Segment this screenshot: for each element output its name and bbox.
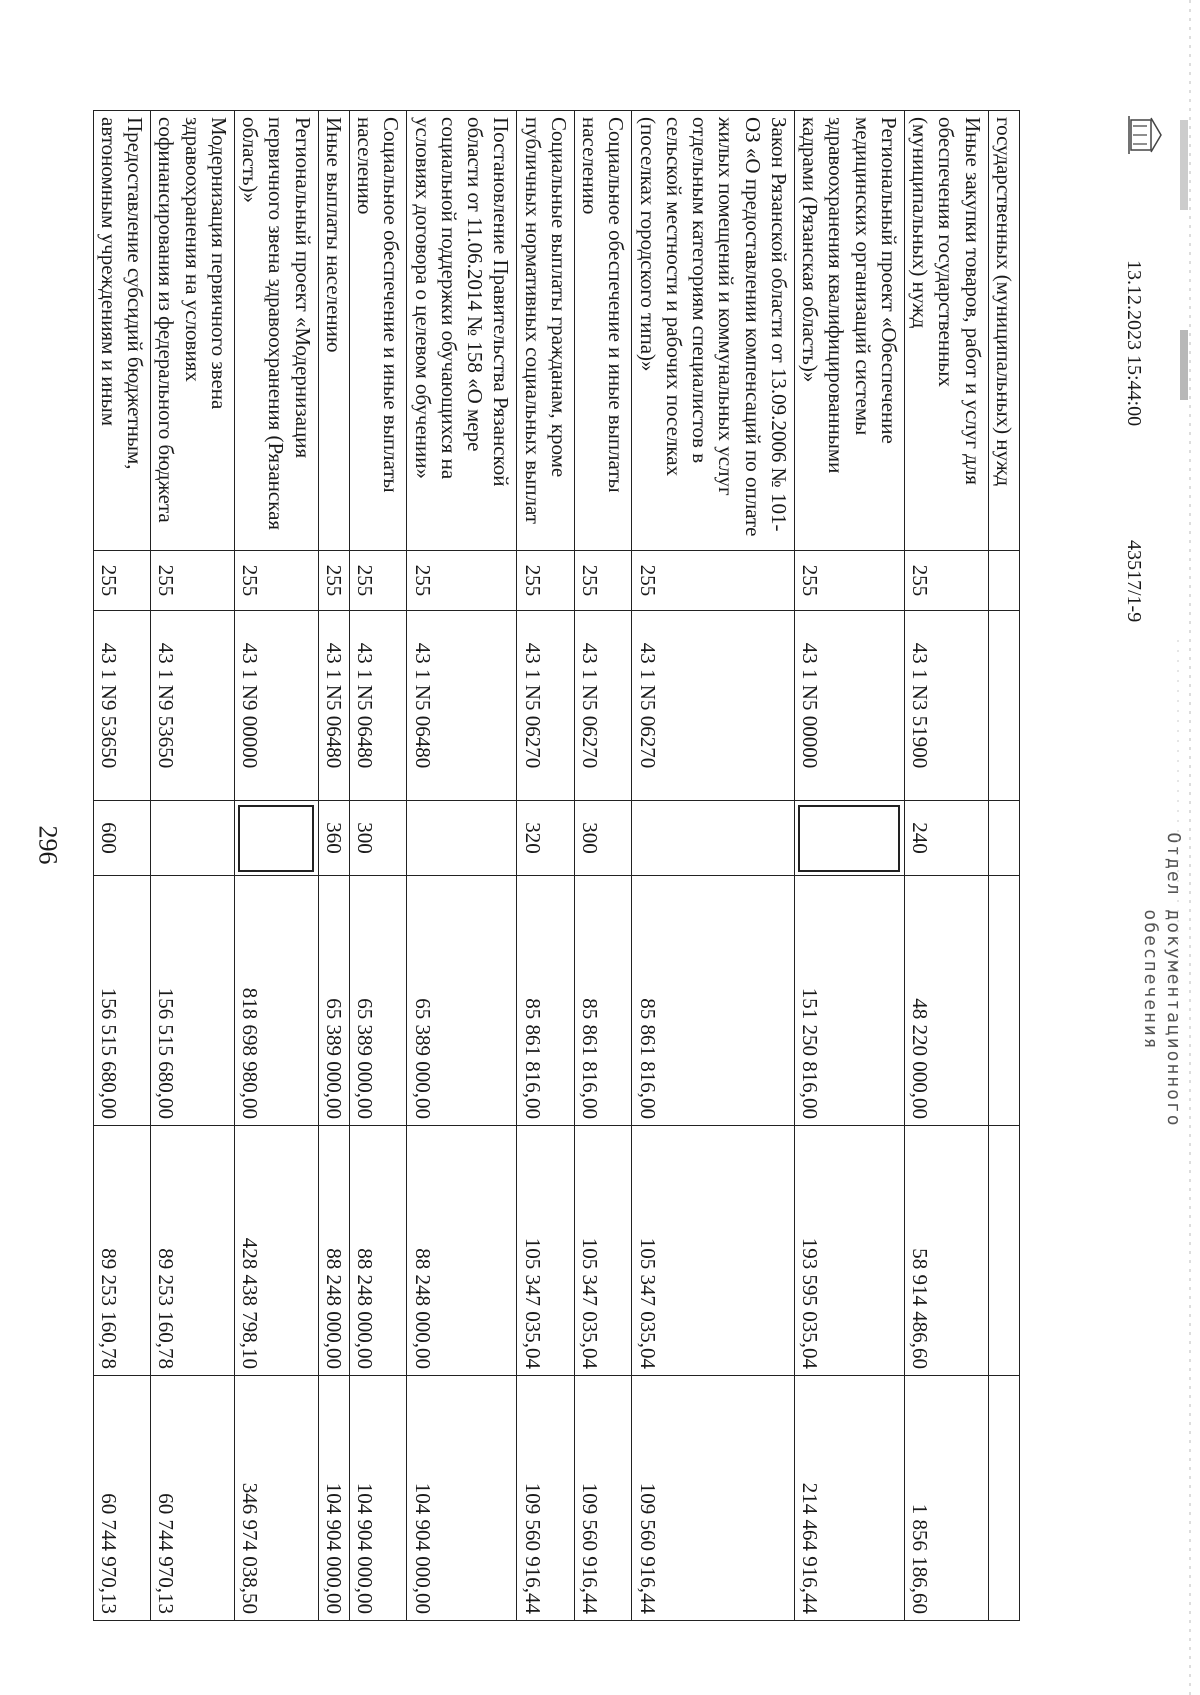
row-value-1: 156 515 680,00: [151, 876, 235, 1126]
row-value-2: 105 347 035,04: [632, 1126, 795, 1376]
row-value-2: [988, 1126, 1019, 1376]
stamp-line-2: обеспечения: [1139, 909, 1161, 1051]
row-name: Модернизация первичного звена здравоохранения на условиях софинансирования из федерального бюджета: [151, 111, 235, 551]
footer-doc-number: 43517/1-9: [1123, 540, 1145, 623]
row-kvr: [632, 801, 795, 876]
row-name: Иные закупки товаров, работ и услуг для обеспечения государственных (муниципальных) нужд: [905, 111, 989, 551]
row-value-1: 65 389 000,00: [318, 876, 349, 1126]
row-value-1: 65 389 000,00: [350, 876, 408, 1126]
row-gr: 255: [575, 551, 633, 611]
row-gr: 255: [905, 551, 989, 611]
row-value-2: 89 253 160,78: [93, 1126, 151, 1376]
row-value-3: 109 560 916,44: [632, 1376, 795, 1621]
row-name: Предоставление субсидий бюджетным, автономным учреждениям и иным: [93, 111, 151, 551]
row-value-3: 60 744 970,13: [93, 1376, 151, 1621]
emblem-icon: [1125, 110, 1165, 160]
row-value-3: 104 904 000,00: [407, 1376, 517, 1621]
row-code: 43 1 N5 06270: [575, 611, 633, 801]
row-value-3: 60 744 970,13: [151, 1376, 235, 1621]
stamp-line-1: Отдел документационного: [1163, 832, 1184, 1128]
row-gr: 255: [151, 551, 235, 611]
row-value-3: 104 904 000,00: [318, 1376, 349, 1621]
row-code: 43 1 N5 06480: [350, 611, 408, 801]
row-gr: [988, 551, 1019, 611]
row-value-3: 109 560 916,44: [517, 1376, 575, 1621]
table-row: [407, 111, 517, 1621]
row-value-1: 151 250 816,00: [795, 876, 905, 1126]
row-value-2: 88 248 000,00: [318, 1126, 349, 1376]
row-name: Социальное обеспечение и иные выплаты населению: [575, 111, 633, 551]
row-name: Закон Рязанской области от 13.09.2006 № 101-ОЗ «О предоставлении компенсаций по оплате жилых помещений и коммунальных услуг отдельным категориям специалистов в сельской местности и рабочих поселках (поселках городского типа)»: [632, 111, 795, 551]
row-kvr: 600: [93, 801, 151, 876]
row-value-1: 65 389 000,00: [407, 876, 517, 1126]
row-kvr: [407, 801, 517, 876]
row-gr: 255: [517, 551, 575, 611]
row-value-1: 818 698 980,00: [235, 876, 319, 1126]
table-row: [632, 111, 795, 1621]
row-kvr: [988, 801, 1019, 876]
row-gr: 255: [350, 551, 408, 611]
row-code: 43 1 N5 06270: [517, 611, 575, 801]
table-body: [93, 111, 1019, 1621]
row-code: 43 1 N5 06480: [407, 611, 517, 801]
table-row: [988, 111, 1019, 1621]
row-gr: 255: [93, 551, 151, 611]
row-name: Региональный проект «Модернизация первичного звена здравоохранения (Рязанская область)»: [235, 111, 319, 551]
row-value-3: 104 904 000,00: [350, 1376, 408, 1621]
row-value-2: 88 248 000,00: [350, 1126, 408, 1376]
footer: [1055, 110, 1184, 1620]
row-code: 43 1 N5 06270: [632, 611, 795, 801]
row-code: 43 1 N3 51900: [905, 611, 989, 801]
row-kvr: 360: [318, 801, 349, 876]
row-kvr: 300: [350, 801, 408, 876]
row-kvr: 240: [905, 801, 989, 876]
row-code: [988, 611, 1019, 801]
row-name: Региональный проект «Обеспечение медицинских организаций системы здравоохранения квалифицированными кадрами (Рязанская область)»: [795, 111, 905, 551]
row-value-2: 89 253 160,78: [151, 1126, 235, 1376]
row-value-1: 85 861 816,00: [575, 876, 633, 1126]
table-row: [905, 111, 989, 1621]
row-value-2: 193 595 035,04: [795, 1126, 905, 1376]
row-value-3: 346 974 038,50: [235, 1376, 319, 1621]
row-value-3: [988, 1376, 1019, 1621]
table-row: [93, 111, 151, 1621]
row-name: Социальные выплаты гражданам, кроме публичных нормативных социальных выплат: [517, 111, 575, 551]
row-gr: 255: [632, 551, 795, 611]
table-container: [97, 110, 1020, 1620]
row-code: 43 1 N9 53650: [93, 611, 151, 801]
row-name: Постановление Правительства Рязанской области от 11.06.2014 № 158 «О мере социальной поддержки обучающихся на условиях договора о целевом обучении»: [407, 111, 517, 551]
table-row: [235, 111, 319, 1621]
row-code: 43 1 N5 00000: [795, 611, 905, 801]
table-row: [795, 111, 905, 1621]
row-value-3: 1 856 186,60: [905, 1376, 989, 1621]
row-value-2: 105 347 035,04: [575, 1126, 633, 1376]
scan-edge-mark: [1170, 0, 1200, 1695]
row-value-1: 156 515 680,00: [93, 876, 151, 1126]
row-value-2: 105 347 035,04: [517, 1126, 575, 1376]
row-value-1: 85 861 816,00: [517, 876, 575, 1126]
row-code: 43 1 N9 53650: [151, 611, 235, 801]
row-name: Иные выплаты населению: [318, 111, 349, 551]
row-kvr: [235, 801, 319, 876]
row-value-3: 214 464 916,44: [795, 1376, 905, 1621]
row-value-1: [988, 876, 1019, 1126]
row-kvr: 300: [575, 801, 633, 876]
table-row: [350, 111, 408, 1621]
row-kvr: 320: [517, 801, 575, 876]
page-number: 296: [33, 825, 63, 865]
table-row: [318, 111, 349, 1621]
table-row: [151, 111, 235, 1621]
row-code: 43 1 N9 00000: [235, 611, 319, 801]
row-value-3: 109 560 916,44: [575, 1376, 633, 1621]
row-kvr: [795, 801, 905, 876]
row-name: Социальное обеспечение и иные выплаты населению: [350, 111, 408, 551]
row-gr: 255: [318, 551, 349, 611]
row-kvr: [151, 801, 235, 876]
row-value-1: 48 220 000,00: [905, 876, 989, 1126]
row-gr: 255: [235, 551, 319, 611]
row-code: 43 1 N5 06480: [318, 611, 349, 801]
row-value-1: 85 861 816,00: [632, 876, 795, 1126]
row-gr: 255: [407, 551, 517, 611]
row-name: государственных (муниципальных) нужд: [988, 111, 1019, 551]
table-row: [517, 111, 575, 1621]
row-gr: 255: [795, 551, 905, 611]
budget-table: [93, 110, 1020, 1621]
row-value-2: 428 438 798,10: [235, 1126, 319, 1376]
footer-datetime: 13.12.2023 15:44:00: [1123, 260, 1145, 427]
row-value-2: 88 248 000,00: [407, 1126, 517, 1376]
row-value-2: 58 914 486,60: [905, 1126, 989, 1376]
table-row: [575, 111, 633, 1621]
